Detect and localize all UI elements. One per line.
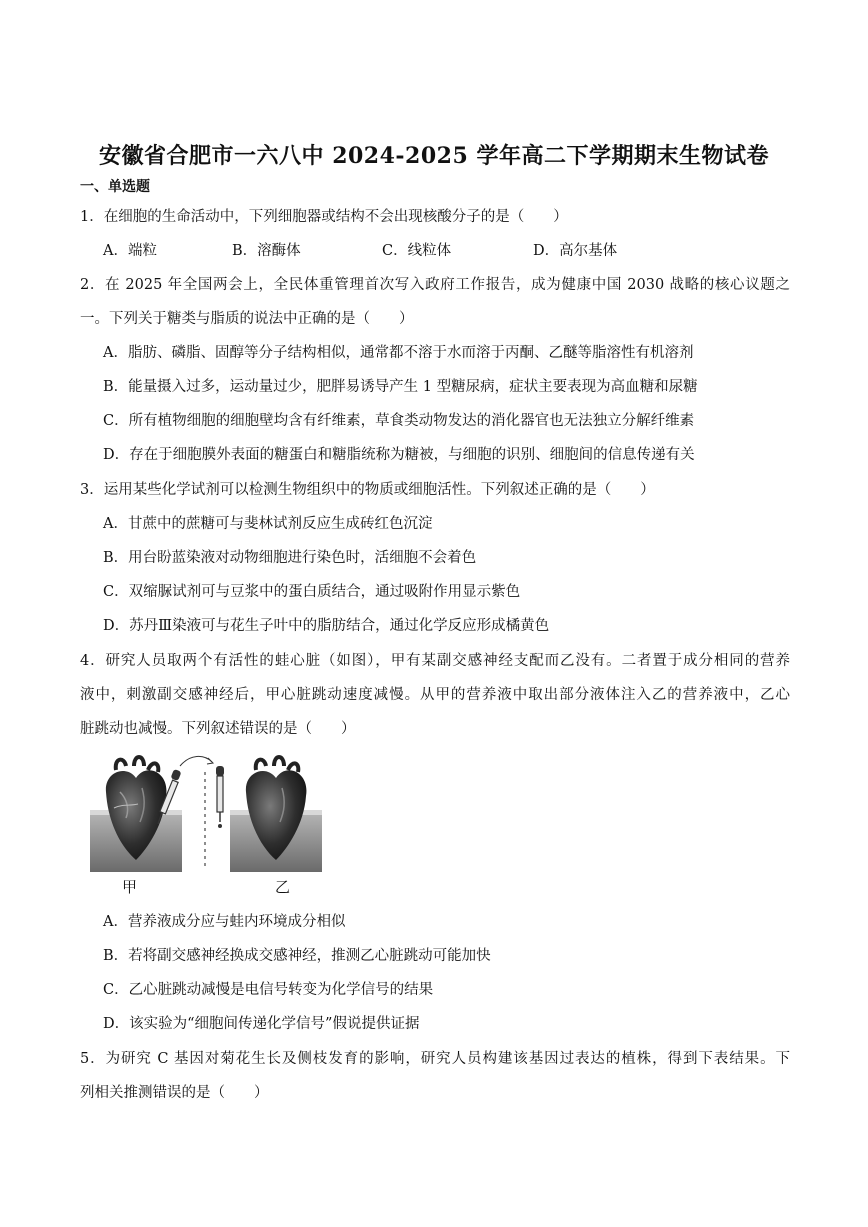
question-2-option-b: B．能量摄入过多，运动量过少，肥胖易诱导产生 1 型糖尿病，症状主要表现为高血糖和尿糖: [103, 379, 698, 395]
exam-title: 安徽省合肥市一六八中 2024-2025 学年高二下学期期末生物试卷: [99, 143, 769, 169]
heart-beaker-jia: [90, 757, 182, 872]
question-4-option-d: D．该实验为“细胞间传递化学信号”假说提供证据: [103, 1016, 420, 1032]
question-2-option-a: A．脂肪、磷脂、固醇等分子结构相似，通常都不溶于水而溶于丙酮、乙醚等脂溶性有机溶剂: [103, 345, 694, 361]
question-2-stem-line-1: 2．在 2025 年全国两会上，全民体重管理首次写入政府工作报告，成为健康中国 2030 战略的核心议题之: [80, 277, 790, 293]
question-3-option-a: A．甘蔗中的蔗糖可与斐林试剂反应生成砖红色沉淀: [103, 516, 433, 532]
question-3-stem: 3．运用某些化学试剂可以检测生物组织中的物质或细胞活性。下列叙述正确的是（ ）: [80, 482, 655, 498]
question-4-stem-line-3: 脏跳动也减慢。下列叙述错误的是（ ）: [80, 721, 356, 737]
question-4-stem-line-2: 液中，刺激副交感神经后，甲心脏跳动速度减慢。从甲的营养液中取出部分液体注入乙的营养液中，乙心: [80, 687, 790, 703]
question-5-stem-line-2: 列相关推测错误的是（ ）: [80, 1085, 269, 1101]
dropper-right: [216, 766, 224, 828]
question-4-stem-line-1: 4．研究人员取两个有活性的蛙心脏（如图），甲有某副交感神经支配而乙没有。二者置于成分相同的营养: [80, 653, 790, 669]
question-1-option-a: A．端粒: [103, 243, 157, 259]
question-2-option-c: C．所有植物细胞的细胞壁均含有纤维素，草食类动物发达的消化器官也无法独立分解纤维素: [103, 413, 695, 429]
question-3-option-d: D．苏丹Ⅲ染液可与花生子叶中的脂肪结合，通过化学反应形成橘黄色: [103, 618, 550, 634]
heart-beaker-yi: [230, 757, 322, 872]
question-5-stem-line-1: 5．为研究 C 基因对菊花生长及侧枝发育的影响，研究人员构建该基因过表达的植株，得到下表结果。下: [80, 1051, 790, 1067]
question-1-option-d: D．高尔基体: [533, 243, 618, 259]
question-3-option-c: C．双缩脲试剂可与豆浆中的蛋白质结合，通过吸附作用显示紫色: [103, 584, 521, 600]
figure-label-yi: 乙: [275, 878, 291, 896]
question-1-option-c: C．线粒体: [382, 243, 452, 259]
question-2-stem-line-2: 一。下列关于糖类与脂质的说法中正确的是（ ）: [80, 311, 414, 327]
section-heading: 一、单选题: [80, 179, 150, 195]
figure-label-jia: 甲: [122, 878, 138, 896]
question-4-option-a: A．营养液成分应与蛙内环境成分相似: [103, 914, 346, 930]
question-1-option-b: B．溶酶体: [232, 243, 301, 259]
question-2-option-d: D．存在于细胞膜外表面的糖蛋白和糖脂统称为糖被，与细胞的识别、细胞间的信息传递有关: [103, 447, 695, 463]
question-3-option-b: B．用台盼蓝染液对动物细胞进行染色时，活细胞不会着色: [103, 550, 477, 566]
question-1-stem: 1．在细胞的生命活动中，下列细胞器或结构不会出现核酸分子的是（ ）: [80, 209, 568, 225]
question-4-option-c: C．乙心脏跳动减慢是电信号转变为化学信号的结果: [103, 982, 434, 998]
question-4-option-b: B．若将副交感神经换成交感神经，推测乙心脏跳动可能加快: [103, 948, 491, 964]
